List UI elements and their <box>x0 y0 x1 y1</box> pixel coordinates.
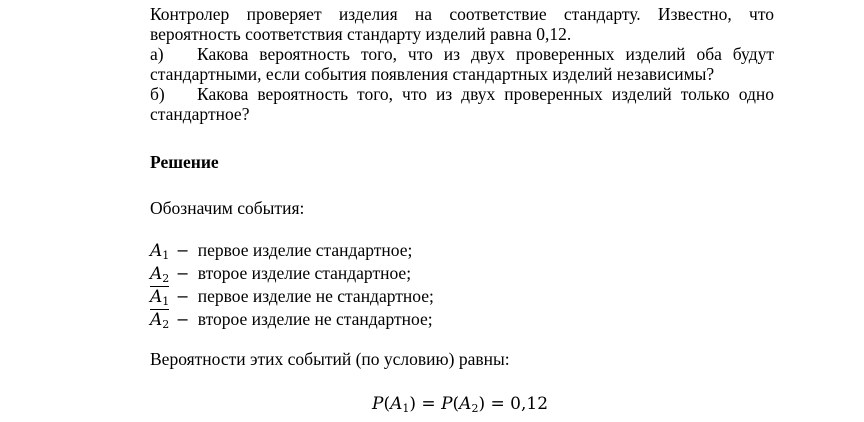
event-text: второе изделие не стандартное; <box>197 309 433 329</box>
problem-line-2: вероятность соответствия стандарту изделий равна 0,12. <box>150 24 572 44</box>
item-b-letter: б) <box>150 84 165 104</box>
problem-line-1: Контролер проверяет изделия на соответствие стандарту. Известно, что <box>150 4 774 24</box>
item-a-letter: а) <box>150 44 164 64</box>
event-dash: − <box>176 310 190 329</box>
item-a-text: Какова вероятность того, что из двух проверенных изделий оба будут <box>197 44 774 64</box>
event-dash: − <box>176 287 190 306</box>
solution-heading: Решение <box>150 152 219 172</box>
event-text: первое изделие стандартное; <box>197 240 413 260</box>
item-a-line-1 <box>150 44 774 64</box>
event-symbol: $A_2$ <box>150 264 170 285</box>
event-symbol-negated: $A_1$ <box>150 287 170 308</box>
item-b-line-1 <box>150 84 774 104</box>
event-row <box>150 309 433 335</box>
event-symbol: $A_1$ <box>150 241 170 262</box>
event-dash: − <box>176 241 190 260</box>
probability-formula: $P(A_1) = P(A_2) = 0,12$ <box>372 394 549 415</box>
item-a-line-2: стандартными, если события появления стандартных изделий независимы? <box>150 64 715 84</box>
event-symbol-negated: $A_2$ <box>150 310 170 331</box>
event-text: второе изделие стандартное; <box>197 263 412 283</box>
event-text: первое изделие не стандартное; <box>197 286 434 306</box>
probabilities-intro: Вероятности этих событий (по условию) равны: <box>150 349 510 369</box>
events-intro: Обозначим события: <box>150 198 305 218</box>
event-dash: − <box>176 264 190 283</box>
item-b-text: Какова вероятность того, что из двух проверенных изделий только одно <box>197 84 774 104</box>
item-b-line-2: стандартное? <box>150 104 250 124</box>
